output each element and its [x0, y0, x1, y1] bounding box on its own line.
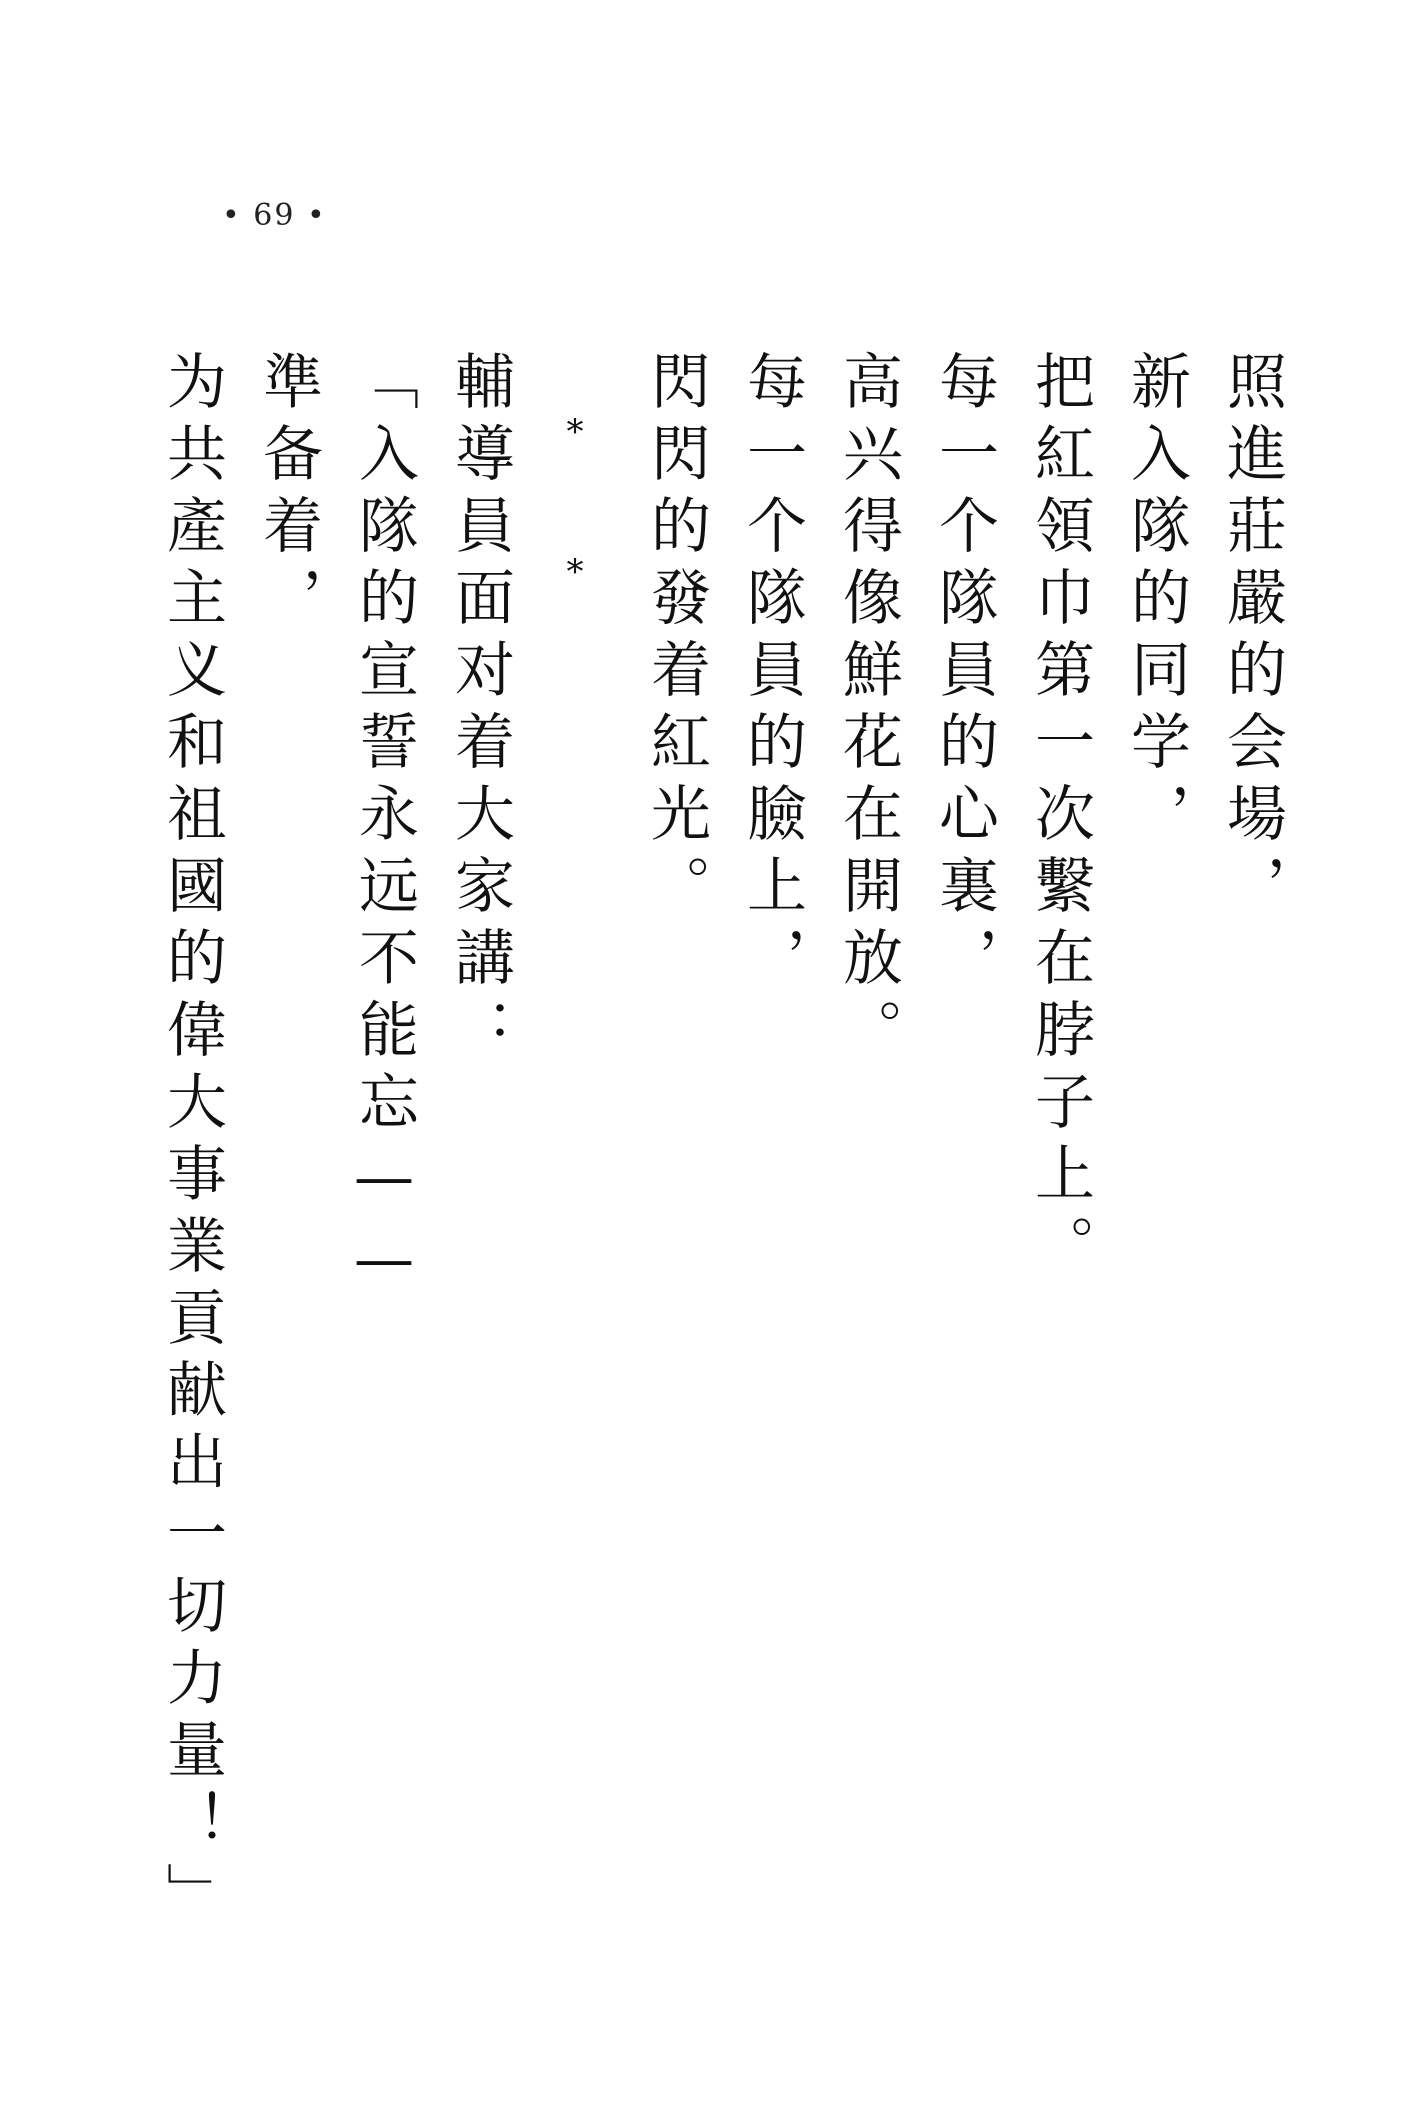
verse-line: 閃閃的發着紅光。 [641, 350, 711, 926]
verse-line: 每一个隊員的臉上， [737, 350, 807, 998]
verse-line: 輔導員面对着大家講： [445, 350, 515, 1070]
page-number: • 69 • [222, 198, 327, 233]
verse-line: 新入隊的同学， [1121, 350, 1191, 854]
section-separator: ** [555, 412, 595, 692]
verse-line: 高兴得像鮮花在開放。 [833, 350, 903, 1070]
verse-line: 为共產主义和祖國的偉大事業貢献出一切力量！」 [157, 350, 227, 1934]
verse-line: 「入隊的宣誓永远不能忘—— [349, 350, 419, 1306]
verse-line: 每一个隊員的心裏， [929, 350, 999, 998]
verse-line: 把紅領巾第一次繫在脖子上。 [1025, 350, 1095, 1286]
verse-line: 準备着， [253, 350, 323, 638]
verse-line: 照進莊嚴的会場， [1217, 350, 1287, 926]
